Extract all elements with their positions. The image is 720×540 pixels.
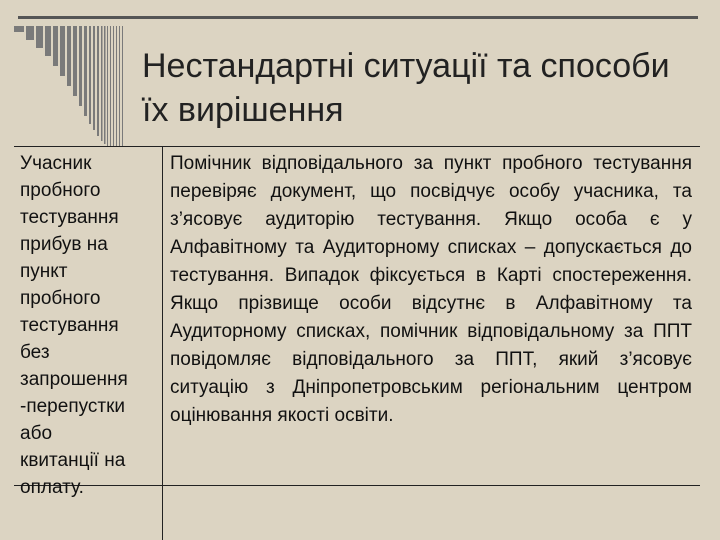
table-column-divider xyxy=(162,146,163,540)
situation-cell: Учасник пробного тестування прибув на пункт пробного тестування без запрошення -перепустки або квитанції на оплату. xyxy=(20,153,128,498)
slide-top-rule xyxy=(18,16,698,19)
table-top-border xyxy=(14,146,700,147)
resolution-cell: Помічник відповідального за пункт пробного тестування перевіряє документ, що посвідчує особу учасника, та з’ясовує аудиторію тестування. Якщо особа є у Алфавітному та Аудиторному списках – допускається до тестування. Випадок фіксується в Карті спостереження. Якщо прізвище особи відсутнє в Алфавітному та Аудиторному списках, помічник відповідальному за ППТ повідомляє відповідального за ППТ, який з’ясовує ситуацію з Дніпропетровським регіональним центром оцінювання якості освіти. xyxy=(170,153,692,426)
slide-title: Нестандартні ситуації та способи їх вирішення xyxy=(142,47,670,129)
decorative-stripes xyxy=(14,26,144,146)
